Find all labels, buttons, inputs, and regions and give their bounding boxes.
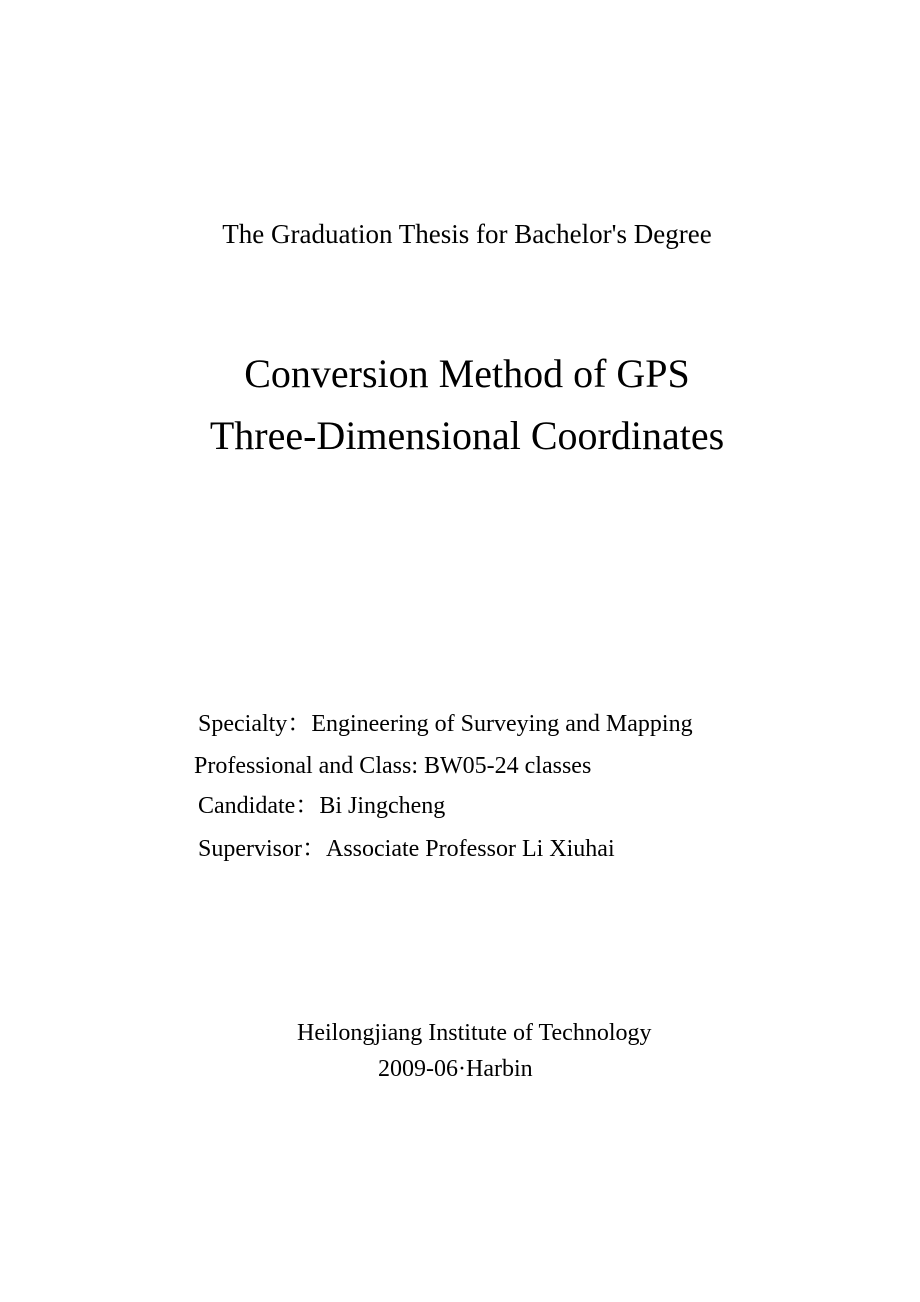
thesis-title-line-1: Conversion Method of GPS — [244, 351, 690, 396]
specialty-row — [198, 712, 693, 736]
degree-line: The Graduation Thesis for Bachelor's Degree — [222, 219, 712, 249]
candidate-label: Candidate： — [198, 793, 320, 819]
supervisor-row — [198, 837, 615, 861]
candidate-value: Bi Jingcheng — [319, 793, 446, 819]
specialty-value: Engineering of Surveying and Mapping — [311, 711, 693, 737]
candidate-row — [198, 794, 445, 818]
supervisor-value: Associate Professor Li Xiuhai — [326, 836, 615, 862]
class-row — [194, 754, 591, 778]
class-value: BW05-24 classes — [423, 753, 592, 779]
class-label: Professional and Class: — [194, 753, 418, 779]
thesis-title-line-2: Three-Dimensional Coordinates — [209, 413, 725, 458]
supervisor-label: Supervisor： — [198, 836, 326, 862]
date-place: 2009-06·Harbin — [378, 1056, 533, 1082]
institute-name: Heilongjiang Institute of Technology — [297, 1020, 652, 1046]
specialty-label: Specialty： — [198, 711, 312, 737]
